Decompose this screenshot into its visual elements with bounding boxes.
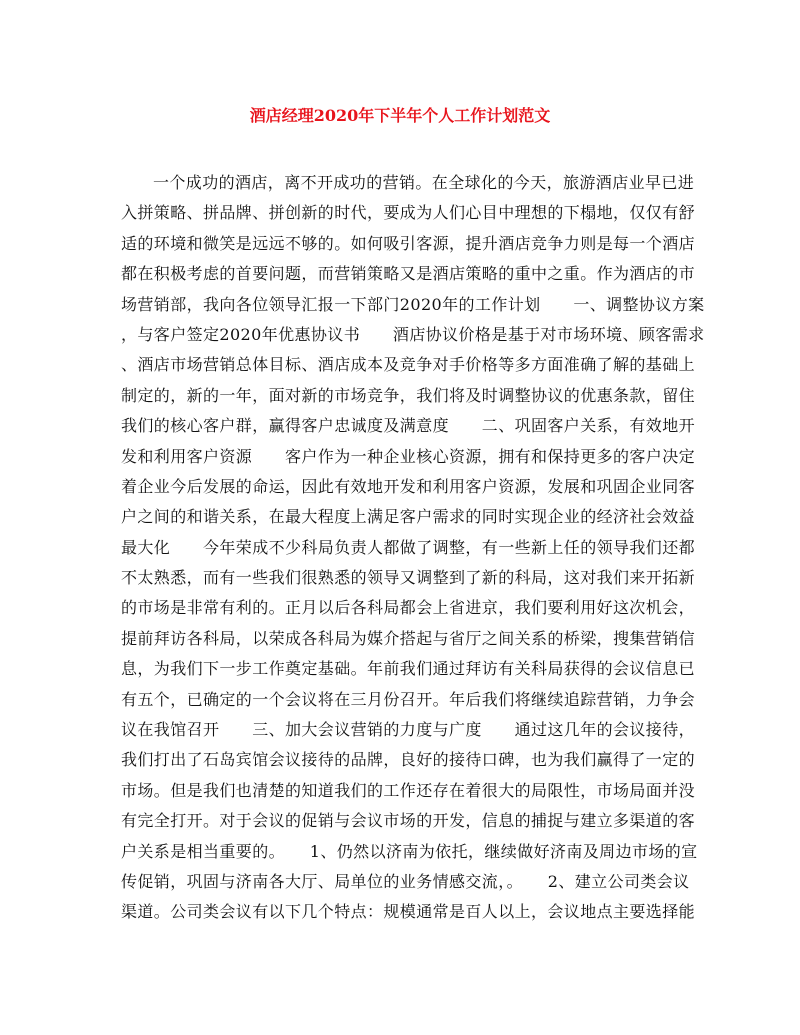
paragraph-line: 都在积极考虑的首要问题，而营销策略又是酒店策略的重中之重。作为酒店的市: [121, 264, 696, 284]
paragraph-line: 最大化 今年荣成不少科局负责人都做了调整，有一些新上任的领导我们还都: [121, 537, 696, 557]
paragraph-line: 提前拜访各科局，以荣成各科局为媒介搭起与省厅之间关系的桥梁，搜集营销信: [121, 628, 696, 648]
paragraph-line: 不太熟悉，而有一些我们很熟悉的领导又调整到了新的科局，这对我们来开拓新: [121, 568, 696, 588]
paragraph-line: 一个成功的酒店，离不开成功的营销。在全球化的今天，旅游酒店业早已进: [153, 173, 695, 192]
paragraph-line: 户关系是相当重要的。 1、仍然以济南为依托，继续做好济南及周边市场的宣: [121, 841, 698, 861]
paragraph-line: 场营销部，我向各位领导汇报一下部门2020年的工作计划 一、调整协议方案: [121, 294, 705, 314]
paragraph-line: 入拼策略、拼品牌、拼创新的时代，要成为人们心目中理想的下榻地，仅仅有舒: [121, 203, 696, 223]
paragraph-line: 着企业今后发展的命运，因此有效地开发和利用客户资源，发展和巩固企业同客: [121, 476, 696, 496]
paragraph-line: 有五个，已确定的一个会议将在三月份召开。年后我们将继续追踪营销，力争会: [121, 689, 696, 709]
paragraph-line: 我们打出了石岛宾馆会议接待的品牌，良好的接待口碑，也为我们赢得了一定的: [121, 750, 696, 770]
document-title: 酒店经理2020年下半年个人工作计划范文: [249, 106, 551, 125]
paragraph-line: 户之间的和谐关系，在最大程度上满足客户需求的同时实现企业的经济社会效益: [121, 507, 696, 527]
paragraph-line: 渠道。公司类会议有以下几个特点：规模通常是百人以上，会议地点主要选择能: [121, 902, 696, 922]
document-body: [121, 168, 705, 928]
paragraph-line: 有完全打开。对于会议的促销与会议市场的开发，信息的捕捉与建立多渠道的客: [121, 811, 696, 831]
paragraph-line: 适的环境和微笑是远远不够的。如何吸引客源，提升酒店竞争力则是每一个酒店: [121, 233, 696, 253]
paragraph-line: 发和利用客户资源 客户作为一种企业核心资源，拥有和保持更多的客户决定: [121, 446, 696, 466]
paragraph-line: 议在我馆召开 三、加大会议营销的力度与广度 通过这几年的会议接待，: [121, 720, 696, 740]
paragraph-line: 制定的，新的一年，面对新的市场竞争，我们将及时调整协议的优惠条款，留住: [121, 385, 696, 405]
paragraph-line: 、酒店市场营销总体目标、酒店成本及竞争对手价格等多方面准确了解的基础上: [121, 355, 696, 375]
paragraph-line: 息，为我们下一步工作奠定基础。年前我们通过拜访有关科局获得的会议信息已: [121, 659, 696, 679]
paragraph-line: 的市场是非常有利的。正月以后各科局都会上省进京，我们要利用好这次机会，: [121, 598, 696, 618]
paragraph-line: 传促销，巩固与济南各大厅、局单位的业务情感交流，。 2、建立公司类会议: [121, 871, 690, 891]
paragraph-line: 市场。但是我们也清楚的知道我们的工作还存在着很大的局限性，市场局面并没: [121, 780, 696, 800]
paragraph-line: 我们的核心客户群，赢得客户忠诚度及满意度 二、巩固客户关系，有效地开: [121, 416, 696, 436]
paragraph-line: ，与客户签定2020年优惠协议书 酒店协议价格是基于对市场环境、顾客需求: [121, 324, 705, 344]
